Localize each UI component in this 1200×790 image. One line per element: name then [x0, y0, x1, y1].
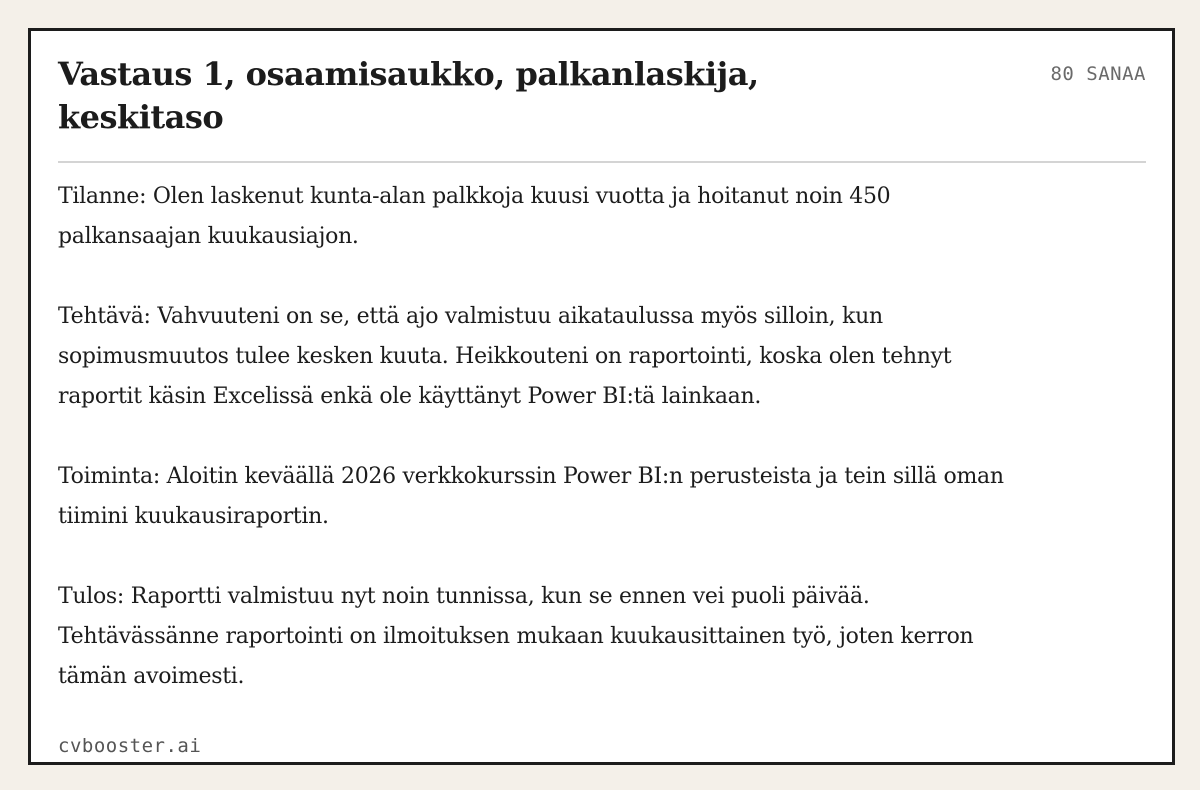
word-count-badge: 80 SANAA [1050, 63, 1146, 85]
answer-title: Vastaus 1, osaamisaukko, palkanlaskija, keskitaso [58, 55, 759, 136]
card-header [58, 53, 1146, 163]
paragraph-action: Toiminta: Aloitin keväällä 2026 verkkokurssin Power BI:n perusteista ja tein sillä oman tiimini kuukausiraportin. [58, 464, 1004, 529]
brand-label: cvbooster.ai [58, 735, 202, 757]
answer-card [28, 28, 1175, 765]
paragraph-result: Tulos: Raportti valmistuu nyt noin tunnissa, kun se ennen vei puoli päivää. Tehtävässänne raportointi on ilmoituksen mukaan kuukausittainen työ, joten kerron tämän avoimesti. [58, 584, 974, 689]
header-divider [58, 161, 1146, 163]
paragraph-task: Tehtävä: Vahvuuteni on se, että ajo valmistuu aikataulussa myös silloin, kun sopimusmuutos tulee kesken kuuta. Heikkouteni on raportointi, koska olen tehnyt raportit käsin Excelissä enkä ole käyttänyt Power BI:tä lainkaan. [58, 304, 952, 409]
paragraph-situation: Tilanne: Olen laskenut kunta-alan palkkoja kuusi vuotta ja hoitanut noin 450 palkansaajan kuukausiajon. [58, 184, 891, 249]
answer-body [58, 177, 1018, 697]
